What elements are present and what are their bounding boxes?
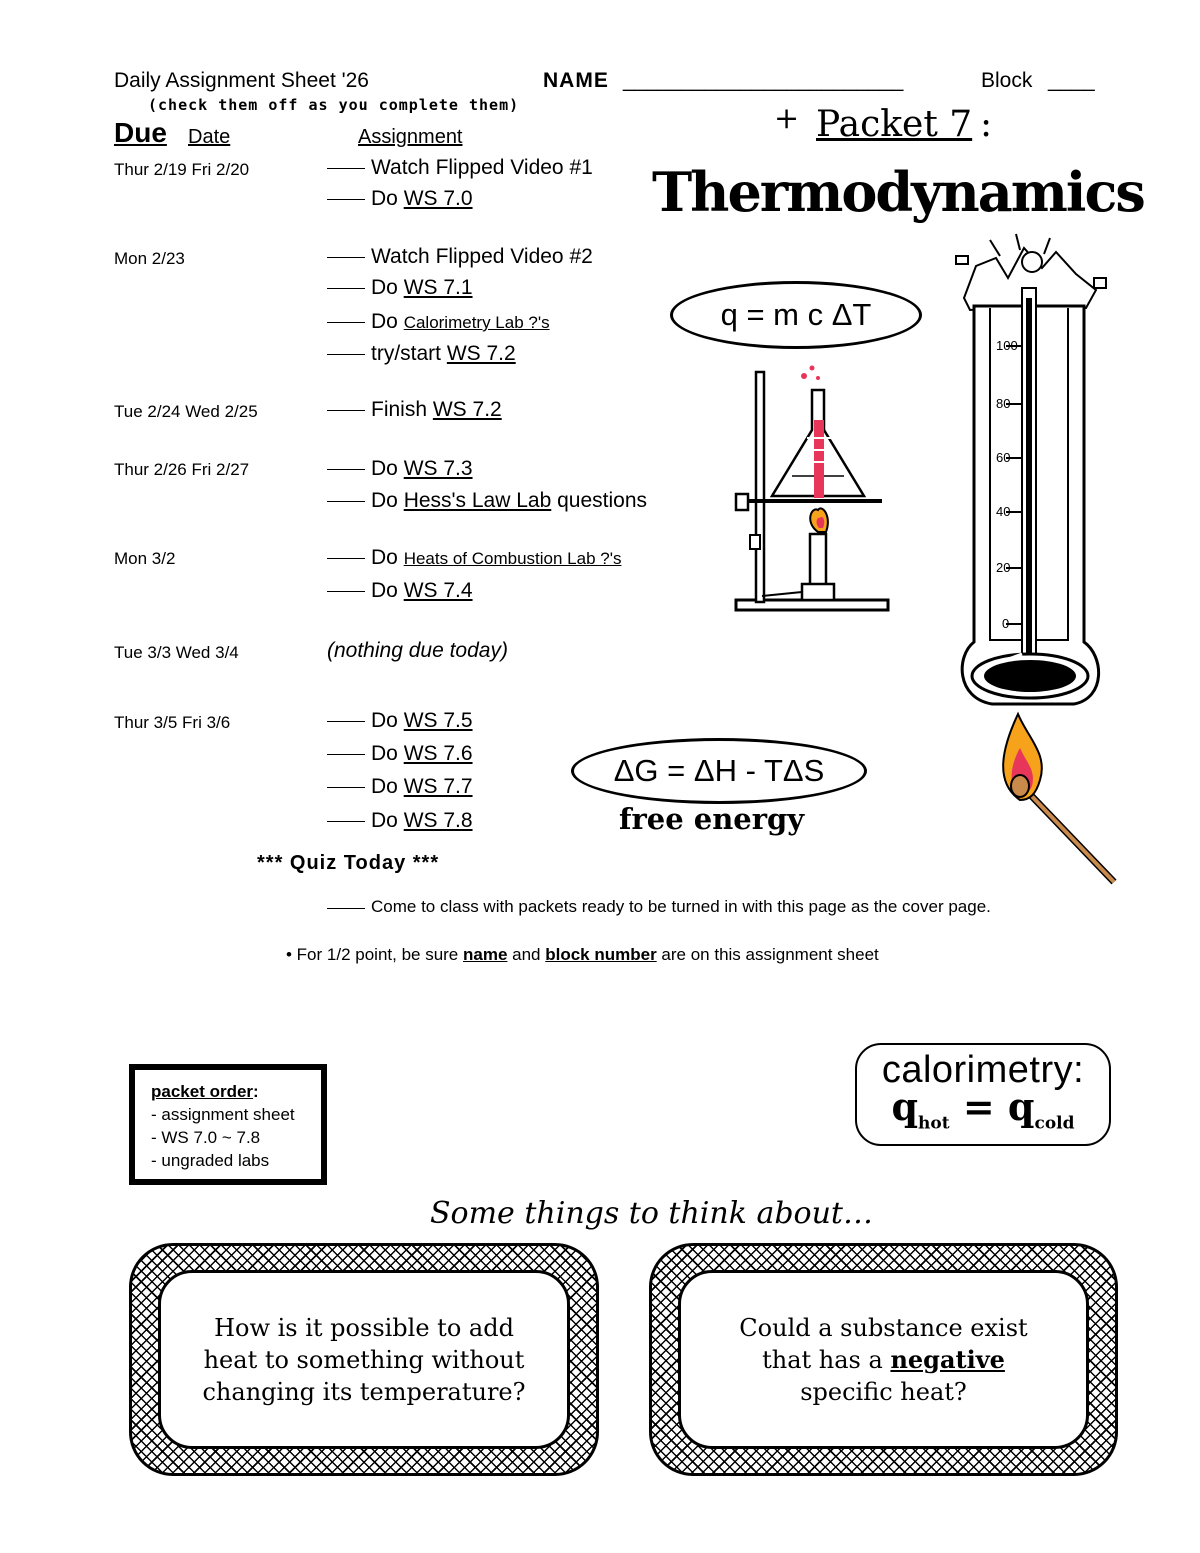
calorimetry-equation — [857, 1084, 1109, 1143]
date-heading: Date — [188, 126, 231, 148]
task-text: Watch Flipped Video #1 — [371, 156, 593, 179]
assignment-task[interactable] — [327, 489, 647, 513]
gibbs-formula: ΔG = ΔH - TΔS — [613, 753, 825, 788]
task-text: Do — [371, 457, 404, 480]
packet-order-item: - WS 7.0 ~ 7.8 — [151, 1128, 261, 1147]
assignment-task[interactable] — [327, 245, 593, 269]
calorimetry-box — [855, 1043, 1111, 1146]
assignment-task[interactable] — [327, 398, 502, 422]
think-box-2 — [649, 1243, 1118, 1476]
bullet-block: block number — [545, 945, 657, 964]
task-link[interactable]: WS 7.4 — [403, 579, 473, 602]
task-text: try/start — [371, 342, 447, 365]
assignment-task[interactable] — [327, 156, 593, 180]
calorimetry-title: calorimetry: — [881, 1049, 1085, 1091]
task-link[interactable]: Heats of Combustion Lab ?'s — [403, 549, 622, 568]
task-link[interactable]: WS 7.3 — [403, 457, 473, 480]
checkbox-blank[interactable] — [327, 753, 365, 755]
due-date: Thur 2/26 Fri 2/27 — [114, 460, 250, 479]
name-label: NAME — [543, 69, 609, 92]
checkbox-blank[interactable] — [327, 321, 365, 323]
think-question-1: How is it possible to add heat to something without changing its temperature? — [158, 1270, 570, 1449]
due-date: Tue 2/24 Wed 2/25 — [114, 402, 258, 421]
equals: = — [962, 1084, 995, 1129]
checkbox-blank[interactable] — [327, 590, 365, 592]
task-text: Do — [371, 489, 404, 512]
assignment-task[interactable] — [327, 579, 473, 603]
block-label: Block — [981, 69, 1033, 92]
due-date: Mon 3/2 — [114, 549, 176, 568]
thermometer-icon — [946, 228, 1114, 708]
packet-colon: : — [980, 104, 993, 145]
tick-80: 80 — [996, 396, 1011, 411]
tick-20: 20 — [996, 560, 1011, 575]
task-text: Do — [371, 276, 404, 299]
sheet-title: Daily Assignment Sheet '26 — [114, 69, 369, 92]
cold-sub: cold — [1034, 1113, 1075, 1134]
packet-order-item: - assignment sheet — [151, 1105, 295, 1124]
checkbox-blank[interactable] — [327, 786, 365, 788]
checkbox-blank[interactable] — [327, 907, 365, 909]
task-text: Do — [371, 546, 404, 569]
q-hot: q — [891, 1084, 919, 1129]
tick-0: 0 — [1002, 616, 1010, 631]
checkbox-blank[interactable] — [327, 198, 365, 200]
checkbox-blank[interactable] — [327, 167, 365, 169]
q2-bold: negative — [890, 1344, 1005, 1374]
turn-in-text: Come to class with packets ready to be turned in with this page as the cover page. — [371, 897, 991, 916]
hot-sub: hot — [918, 1113, 950, 1134]
q-cold: q — [1007, 1084, 1035, 1129]
checkbox-blank[interactable] — [327, 287, 365, 289]
task-link[interactable]: Hess's Law Lab — [403, 489, 552, 512]
gibbs-formula-oval — [571, 738, 867, 804]
match-flame-icon — [996, 708, 1120, 888]
checkbox-blank[interactable] — [327, 353, 365, 355]
bullet-name: name — [463, 945, 508, 964]
quiz-note: *** Quiz Today *** — [257, 852, 440, 874]
think-heading: Some things to think about… — [430, 1196, 873, 1231]
task-link[interactable]: WS 7.2 — [446, 342, 516, 365]
task-link[interactable]: WS 7.7 — [403, 775, 473, 798]
q2-pre: Could a substance exist that has a — [739, 1313, 1028, 1374]
free-energy-label: free energy — [619, 802, 805, 836]
assignment-task[interactable] — [327, 809, 473, 833]
packet-order-colon: : — [253, 1082, 259, 1101]
task-text: Do — [371, 187, 404, 210]
assignment-task[interactable] — [327, 310, 550, 334]
name-blank[interactable]: ________________________ — [623, 69, 904, 92]
due-heading: Due — [114, 117, 167, 148]
checkbox-blank[interactable] — [327, 468, 365, 470]
assignment-task[interactable] — [327, 342, 516, 366]
packet-subtitle: Thermodynamics — [652, 160, 1144, 224]
task-text: Do — [371, 709, 404, 732]
assignment-task[interactable] — [327, 457, 473, 481]
due-date: Mon 2/23 — [114, 249, 185, 268]
task-text: Do — [371, 775, 404, 798]
task-text: Do — [371, 742, 404, 765]
checkbox-blank[interactable] — [327, 256, 365, 258]
task-link[interactable]: WS 7.2 — [432, 398, 502, 421]
task-link[interactable]: WS 7.0 — [403, 187, 473, 210]
think-box-1 — [129, 1243, 599, 1476]
check-note: (check them off as you complete them) — [148, 96, 520, 114]
checkbox-blank[interactable] — [327, 557, 365, 559]
task-text: Do — [371, 579, 404, 602]
packet-order-box — [129, 1064, 327, 1185]
q2-post: specific heat? — [800, 1377, 967, 1406]
checkbox-blank[interactable] — [327, 820, 365, 822]
assignment-task[interactable] — [327, 187, 473, 211]
task-text: Do — [371, 310, 404, 333]
checkbox-blank[interactable] — [327, 409, 365, 411]
task-link[interactable]: Calorimetry Lab ?'s — [403, 313, 550, 332]
task-link[interactable]: WS 7.8 — [403, 809, 473, 832]
assignment-task[interactable] — [327, 775, 473, 799]
packet-plus: + — [774, 101, 800, 136]
task-text: Do — [371, 809, 404, 832]
bullet-pre: • For 1/2 point, be sure — [286, 945, 463, 964]
tick-40: 40 — [996, 504, 1011, 519]
flask-burner-icon — [732, 360, 892, 616]
bullet-mid: and — [507, 945, 546, 964]
due-date: Thur 3/5 Fri 3/6 — [114, 713, 231, 732]
task-text: Watch Flipped Video #2 — [371, 245, 593, 268]
due-date: Tue 3/3 Wed 3/4 — [114, 643, 239, 662]
assignment-task[interactable] — [327, 276, 473, 300]
assignment-task[interactable] — [327, 546, 621, 570]
task-text: Finish — [371, 398, 433, 421]
packet-title: Packet 7 — [816, 104, 973, 145]
think-question-2 — [678, 1270, 1089, 1449]
packet-order-item: - ungraded labs — [151, 1151, 270, 1170]
task-link[interactable]: WS 7.5 — [403, 709, 473, 732]
tick-60: 60 — [996, 450, 1011, 465]
checkbox-blank[interactable] — [327, 720, 365, 722]
bullet-post: are on this assignment sheet — [656, 945, 879, 964]
heat-formula-oval — [670, 281, 922, 349]
task-link[interactable]: WS 7.6 — [403, 742, 473, 765]
nothing-due-note: (nothing due today) — [327, 639, 508, 662]
assignment-task[interactable] — [327, 742, 473, 766]
assignment-task[interactable] — [327, 709, 473, 733]
checkbox-blank[interactable] — [327, 500, 365, 502]
packet-order-title: packet order — [151, 1082, 254, 1101]
assignment-heading: Assignment — [358, 126, 463, 148]
task-link[interactable]: WS 7.1 — [403, 276, 473, 299]
task-text-post: questions — [551, 489, 648, 512]
due-date: Thur 2/19 Fri 2/20 — [114, 160, 250, 179]
block-blank[interactable]: ____ — [1048, 69, 1095, 92]
tick-100: 100 — [996, 338, 1018, 353]
heat-formula: q = m c ΔT — [720, 297, 872, 332]
bullet-note — [286, 945, 879, 965]
turn-in-task[interactable] — [327, 897, 991, 917]
